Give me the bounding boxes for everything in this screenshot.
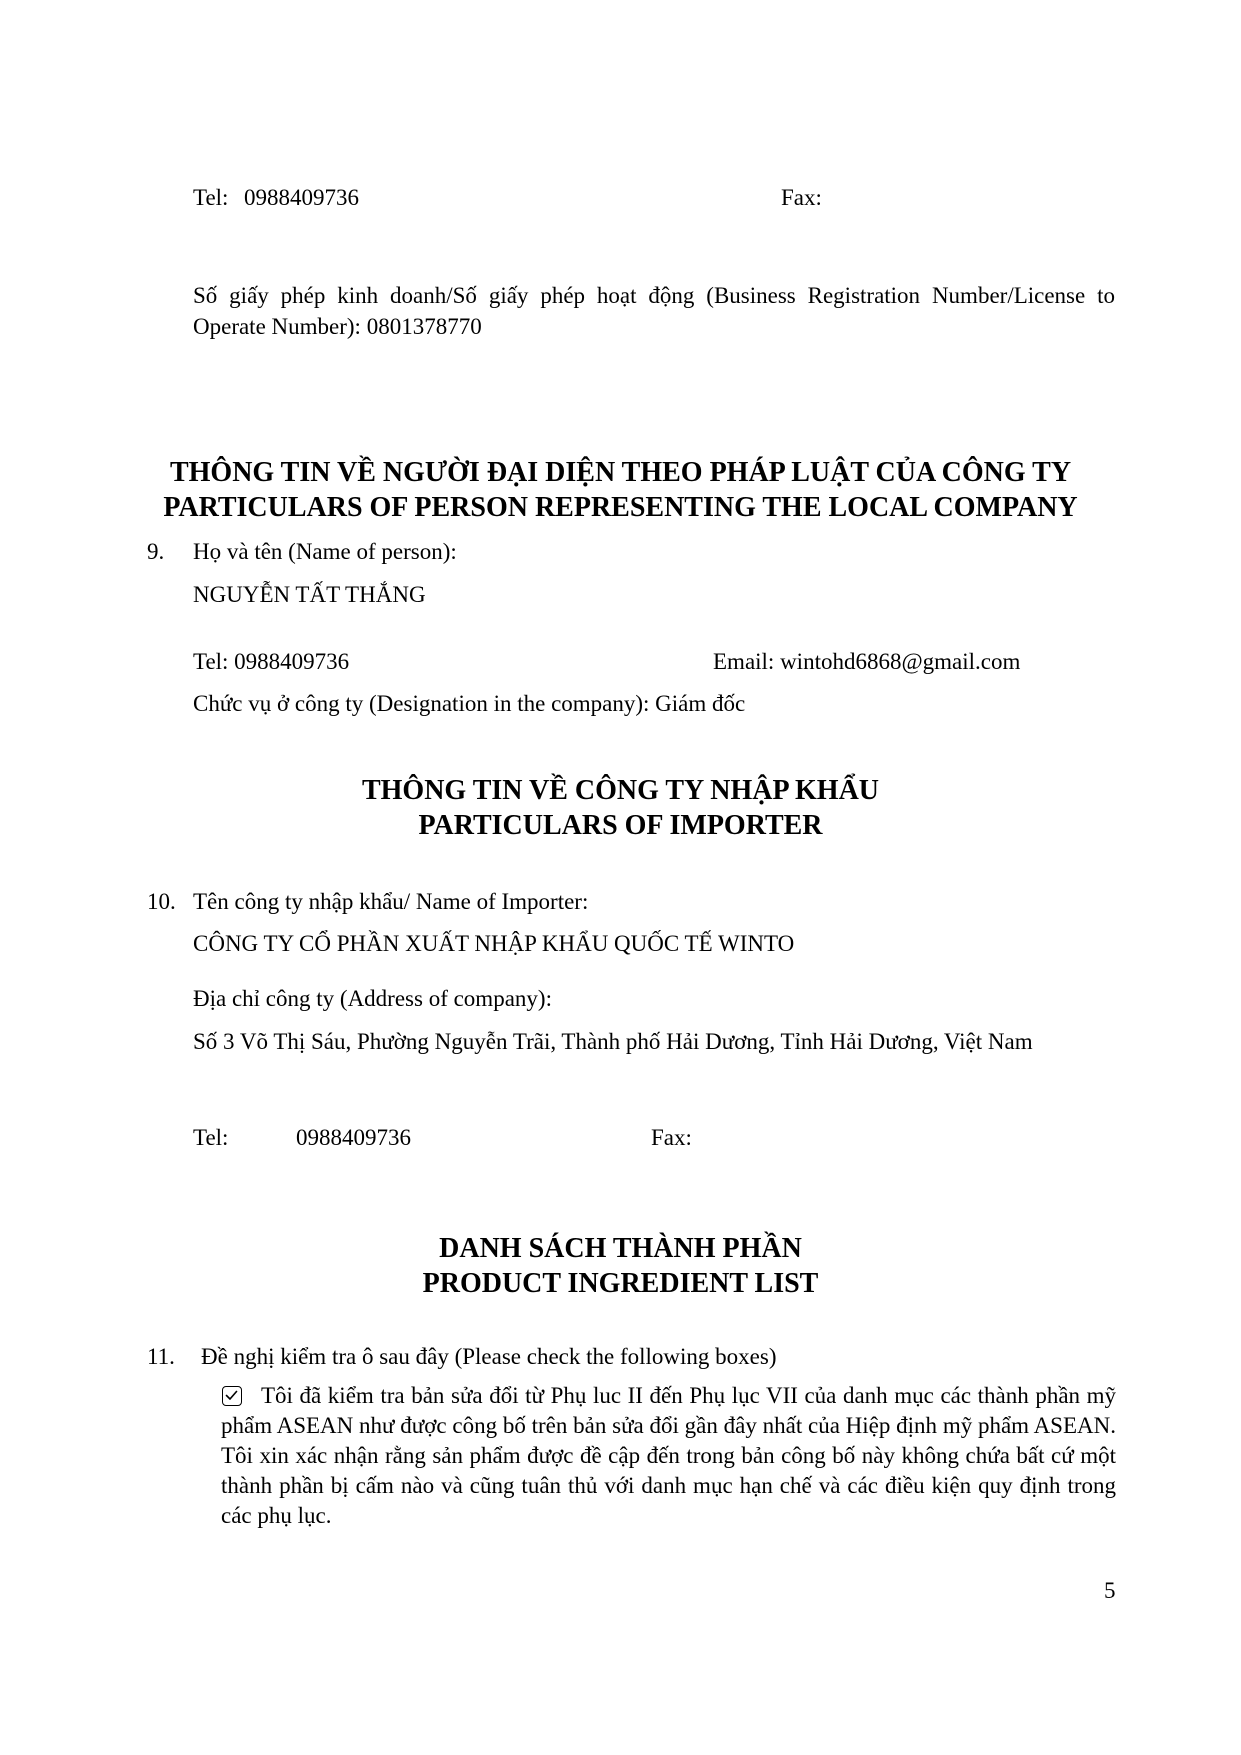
representative-heading-en: PARTICULARS OF PERSON REPRESENTING THE LOCAL COMPANY (163, 492, 1078, 523)
importer-heading-vi: THÔNG TIN VỀ CÔNG TY NHẬP KHẨU (361, 775, 880, 806)
importer-fax-label: Fax: (651, 1125, 692, 1150)
company-tel-label: Tel: (193, 185, 229, 210)
representative-designation: Chức vụ ở công ty (Designation in the company): Giám đốc (193, 691, 746, 716)
ingredients-heading-vi: DANH SÁCH THÀNH PHẦN (439, 1233, 802, 1264)
item-number-10: 10. (147, 889, 176, 914)
business-license-text: Số giấy phép kinh doanh/Số giấy phép hoạt động (Business Registration Number/License to Operate Number): 0801378770 (193, 283, 1115, 339)
page-number: 5 (1104, 1578, 1116, 1603)
representative-tel: Tel: 0988409736 (193, 649, 350, 674)
ingredient-declaration-text: Tôi đã kiểm tra bản sửa đổi từ Phụ luc II đến Phụ lục VII của danh mục các thành phần mỹ phẩm ASEAN như được công bố trên bản sửa đổi gần đây nhất của Hiệp định mỹ phẩm ASEAN. Tôi xin xác nhận rằng sản phẩm được đề cập đến trong bản công bố này không chứa bất cứ một thành phần bị cấm nào và cũng tuân thủ với danh mục hạn chế và các điều kiện quy định trong các phụ lục. (221, 1383, 1116, 1528)
representative-heading (0, 455, 1241, 525)
ingredients-heading-en: PRODUCT INGREDIENT LIST (422, 1268, 819, 1299)
representative-name-value: NGUYỄN TẤT THẮNG (193, 582, 426, 607)
importer-address-label: Địa chỉ công ty (Address of company): (193, 986, 552, 1011)
representative-name-label: Họ và tên (Name of person): (193, 539, 457, 564)
item-number-11: 11. (147, 1344, 175, 1369)
importer-name-value: CÔNG TY CỔ PHẦN XUẤT NHẬP KHẨU QUỐC TẾ WINTO (193, 931, 795, 956)
importer-heading (0, 773, 1241, 843)
importer-address-value: Số 3 Võ Thị Sáu, Phường Nguyễn Trãi, Thành phố Hải Dương, Tỉnh Hải Dương, Việt Nam (193, 1029, 1033, 1054)
importer-tel-label: Tel: (193, 1125, 229, 1150)
company-fax-label: Fax: (781, 185, 822, 210)
ingredients-heading (0, 1231, 1241, 1301)
representative-email: Email: wintohd6868@gmail.com (713, 649, 1021, 674)
item-number-9: 9. (147, 539, 165, 564)
company-tel-value: 0988409736 (244, 185, 359, 210)
importer-heading-en: PARTICULARS OF IMPORTER (418, 810, 823, 841)
importer-tel-value: 0988409736 (296, 1125, 411, 1150)
representative-heading-vi: THÔNG TIN VỀ NGƯỜI ĐẠI DIỆN THEO PHÁP LUẬT CỦA CÔNG TY (169, 457, 1072, 488)
importer-name-label: Tên công ty nhập khẩu/ Name of Importer: (193, 889, 589, 914)
ingredients-instruction: Đề nghị kiểm tra ô sau đây (Please check the following boxes) (201, 1344, 777, 1369)
